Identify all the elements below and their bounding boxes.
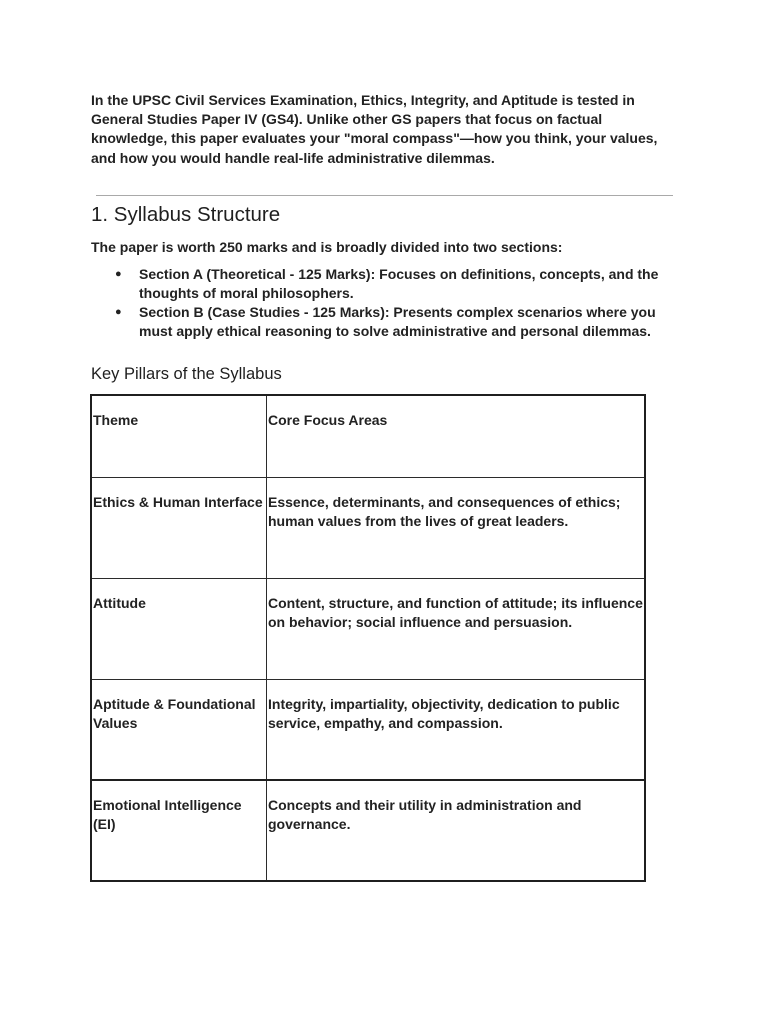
- focus-cell: Integrity, impartiality, objectivity, dedication to public service, empathy, and compassion.: [267, 679, 646, 780]
- bullet-icon: ●: [115, 306, 122, 318]
- column-header-focus: Core Focus Areas: [267, 395, 646, 477]
- table-header-row: [91, 395, 645, 477]
- table-heading: Key Pillars of the Syllabus: [91, 365, 282, 383]
- bullet-icon: ●: [115, 268, 122, 280]
- lead-paragraph: The paper is worth 250 marks and is broadly divided into two sections:: [91, 239, 563, 255]
- theme-cell: Attitude: [91, 578, 267, 679]
- list-item-section-a: [91, 265, 681, 303]
- table-row: [91, 578, 645, 679]
- table-row: [91, 477, 645, 578]
- section-list: [91, 265, 681, 341]
- section-heading: 1. Syllabus Structure: [91, 203, 281, 226]
- intro-paragraph: In the UPSC Civil Services Examination, Ethics, Integrity, and Aptitude is tested in General Studies Paper IV (GS4). Unlike other GS papers that focus on factual knowledge, this paper evaluates your "moral compass"—how you think, your values, and how you would handle real-life administrative dilemmas.: [91, 92, 658, 166]
- syllabus-pillars-table: [90, 394, 646, 882]
- table-row: [91, 679, 645, 780]
- list-item-section-b: [91, 303, 681, 341]
- focus-cell: Concepts and their utility in administration and governance.: [267, 780, 646, 881]
- list-item-text: Section B (Case Studies - 125 Marks): Presents complex scenarios where you must apply ethical reasoning to solve administrative and personal dilemmas.: [139, 304, 656, 339]
- focus-cell: Essence, determinants, and consequences of ethics; human values from the lives of great leaders.: [267, 477, 646, 578]
- theme-cell: Emotional Intelligence (EI): [91, 780, 267, 881]
- focus-cell: Content, structure, and function of attitude; its influence on behavior; social influence and persuasion.: [267, 578, 646, 679]
- theme-cell: Aptitude & Foundational Values: [91, 679, 267, 780]
- list-item-text: Section A (Theoretical - 125 Marks): Focuses on definitions, concepts, and the thoughts of moral philosophers.: [139, 266, 659, 301]
- column-header-theme: Theme: [91, 395, 267, 477]
- table-row: [91, 780, 645, 881]
- horizontal-divider: [96, 195, 673, 196]
- theme-cell: Ethics & Human Interface: [91, 477, 267, 578]
